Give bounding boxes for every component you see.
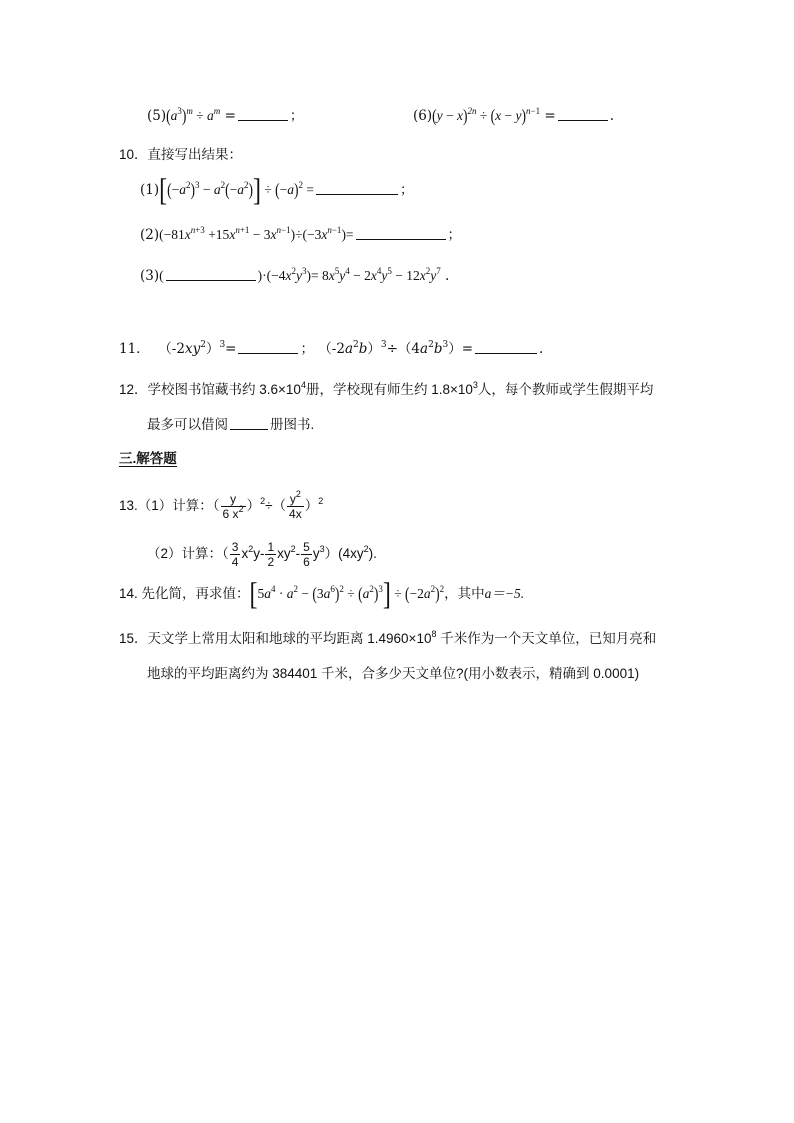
q14-value: a＝−5. xyxy=(484,586,525,601)
q5-label: (5) xyxy=(147,108,167,124)
q10-part-1 xyxy=(140,174,414,208)
q11-answer-blank-2[interactable] xyxy=(475,340,537,354)
q6-equals: = xyxy=(544,108,556,124)
q6-expression: $(y - x)^{2n} \div (x - y)^{n-1}$ xyxy=(432,105,541,126)
q11-answer-blank-1[interactable] xyxy=(238,340,298,354)
section-3-title xyxy=(119,449,177,469)
q10-p1-answer-blank[interactable] xyxy=(316,181,398,195)
q13-label: 13. xyxy=(119,498,138,514)
q14-tail: ，其中 xyxy=(444,586,485,601)
q5-equals: = xyxy=(224,108,236,124)
q12-line-1: 12．学校图书馆藏书约 $3.6\times 10^4$册，学校现有师生约 $1.8\times 10^3$人，每个教师或学生假期平均 xyxy=(119,380,654,397)
q12-text-a: 最多可以借阅 xyxy=(147,417,228,432)
question-6 xyxy=(413,106,614,126)
q10-p2-answer-blank[interactable] xyxy=(356,226,446,240)
q5-expression: $(a^3)^m \div a^m$ xyxy=(166,105,221,126)
q12-text-b: 册图书. xyxy=(270,417,315,432)
q13-p1-expression: （ $\frac{y}{6 x^2}$ ）$^2$÷（ $\frac{y^2}{4x}$ ）$^2$ xyxy=(212,489,324,521)
q10-p3-answer-blank[interactable] xyxy=(166,267,256,281)
q10-p2-expression: $(-81x^{n+3} +15x^{n+1} - 3x^{n-1})\div(-3x^{n-1})=$ xyxy=(159,225,354,242)
q15-line-2: 地球的平均距离约为 384401 千米，合多少天文单位?(用小数表示，精确到 0.0001) xyxy=(147,666,640,681)
q14-expression: $[5a^4 \cdot a^2 - (3a^6)^2 \div (a^2)^3] \div (-2a^2)^2$ xyxy=(249,578,445,612)
q12-answer-blank[interactable] xyxy=(230,416,268,430)
q10-p1-expression: $[(-a^2)^3 - a^2(-a^2)] \div (-a)^2$ = xyxy=(159,174,315,208)
q10-p2-end: ； xyxy=(447,227,462,243)
q10-title: 10．直接写出结果： xyxy=(119,147,243,162)
q10-p1-label: (1) xyxy=(140,182,160,198)
q10-p2-label: (2) xyxy=(140,227,160,243)
q10-p3-end: . xyxy=(445,268,450,284)
q11-label: 11． xyxy=(119,341,150,357)
q10-p1-end: ； xyxy=(400,182,414,198)
q13-p2-label: （2）计算： xyxy=(147,546,223,562)
q14-text: 先化简，再求值： xyxy=(141,586,250,601)
q5-answer-blank[interactable] xyxy=(238,107,288,121)
q11-end: ； xyxy=(300,341,314,357)
q11-end-2: . xyxy=(539,341,544,357)
question-5 xyxy=(147,106,303,126)
q10-part-2 xyxy=(140,225,461,245)
q11-expression-2: $(-2a^2b)^3\div(4a^2b^3)=$ xyxy=(318,340,474,357)
q12-line-2 xyxy=(147,415,314,435)
q5-end: ； xyxy=(289,108,304,124)
q10-part-3: (3)( )$\cdot(-4x^2y^3)= 8x^5y^4 - 2x^4y^5 - 12x^2y^7$ . xyxy=(140,266,450,284)
q10-p3-label: (3) xyxy=(140,268,160,284)
q10-p3-expression: )$\cdot(-4x^2y^3)= 8x^5y^4 - 2x^4y^5 - 12x^2y^7$ xyxy=(257,266,441,283)
q14-label: 14. xyxy=(119,586,138,601)
question-14 xyxy=(119,578,525,612)
section-3-label: 三.解答题 xyxy=(119,451,177,466)
q15-line-1: 15．天文学上常用太阳和地球的平均距离 $1.4960\times 10^8$ 千米作为一个天文单位，已知月亮和 xyxy=(119,629,657,646)
q13-p1-label: （1）计算： xyxy=(137,498,213,514)
q13-p2-expression: （ $\frac{3}{4}$ $x^2y-$ $\frac{1}{2}$ $xy^2-$ $\frac{5}{6}$ $y^3)(4xy^2)$. xyxy=(222,540,377,569)
q6-answer-blank[interactable] xyxy=(558,107,608,121)
q6-end: . xyxy=(609,108,615,124)
q13-part-1 xyxy=(119,489,324,521)
q6-label: (6) xyxy=(413,108,433,124)
q13-part-2 xyxy=(147,540,377,569)
question-11 xyxy=(119,339,543,359)
q11-expression-1: $(-2xy^2)^3=$ xyxy=(158,340,237,357)
